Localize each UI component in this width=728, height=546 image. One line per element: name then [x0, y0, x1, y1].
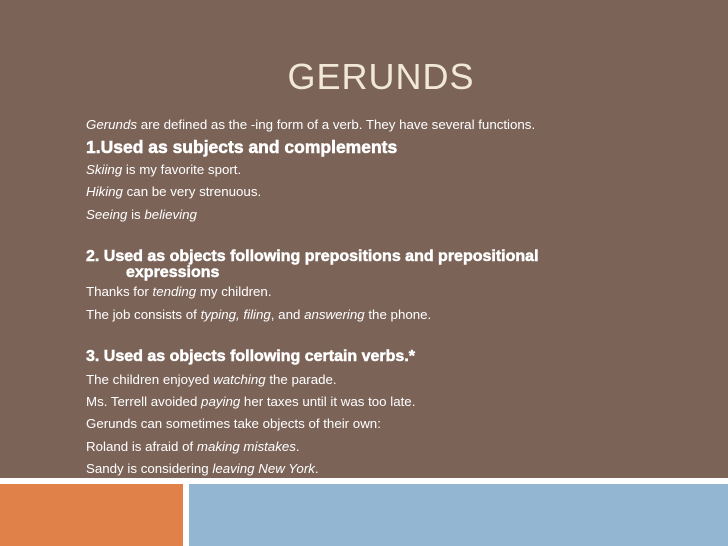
example-text: . — [295, 438, 300, 454]
slide-title: GERUNDS — [287, 56, 475, 97]
gerund-word: believing — [144, 206, 197, 222]
intro-line — [86, 114, 706, 136]
gerund-word: answering — [304, 306, 365, 322]
section2-heading: 2. Used as objects following prepositions and prepositional — [86, 248, 539, 266]
example-text: Roland is afraid of — [86, 438, 197, 454]
gerund-word: watching — [213, 371, 266, 387]
example-text: is my favorite sport. — [122, 161, 242, 177]
gerund-word: leaving New York — [212, 461, 315, 477]
footer-orange-block — [0, 484, 183, 546]
section3-example-1 — [86, 369, 706, 391]
example-text: . — [314, 461, 319, 477]
gerund-word: Hiking — [86, 184, 123, 200]
section2-example-1 — [86, 281, 706, 303]
intro-term: Gerunds — [86, 117, 137, 132]
section1-heading: 1.Used as subjects and complements — [86, 137, 398, 158]
gerund-word: making mistakes — [196, 438, 296, 454]
example-text: Thanks for — [86, 284, 153, 300]
example-text: my children. — [196, 284, 272, 300]
gerund-word: Seeing — [86, 206, 128, 222]
section2-heading-line2: expressions — [126, 264, 220, 282]
example-text: The job consists of — [86, 306, 201, 322]
example-text: Ms. Terrell avoided — [86, 394, 202, 410]
gerund-word: typing, filing — [200, 306, 271, 322]
section3-heading: 3. Used as objects following certain verbs.* — [86, 348, 415, 366]
example-text: her taxes until it was too late. — [240, 394, 416, 410]
spacer — [86, 326, 706, 346]
section1-example-1 — [86, 159, 706, 181]
section2-example-2 — [86, 304, 706, 326]
example-text: can be very strenuous. — [122, 184, 262, 200]
example-text: the phone. — [364, 306, 432, 322]
gerund-word: tending — [152, 284, 197, 300]
section1-example-3 — [86, 204, 706, 226]
spacer — [86, 226, 706, 246]
example-text: is — [127, 206, 145, 222]
example-text: Sandy is considering — [86, 461, 213, 477]
section3-example-3: Gerunds can sometimes take objects of their own: — [86, 416, 381, 432]
intro-text: are defined as the -ing form of a verb. They have several functions. — [137, 117, 536, 132]
section3-example-4 — [86, 436, 706, 458]
example-text: The children enjoyed — [86, 371, 214, 387]
gerund-word: Skiing — [86, 161, 123, 177]
section3-example-2 — [86, 391, 706, 413]
example-text: , and — [270, 306, 305, 322]
section1-example-2 — [86, 181, 706, 203]
footer-blue-block — [189, 484, 728, 546]
slide-body — [86, 114, 706, 481]
section3-example-5 — [86, 458, 706, 480]
example-text: the parade. — [265, 371, 337, 387]
gerund-word: paying — [201, 394, 241, 410]
